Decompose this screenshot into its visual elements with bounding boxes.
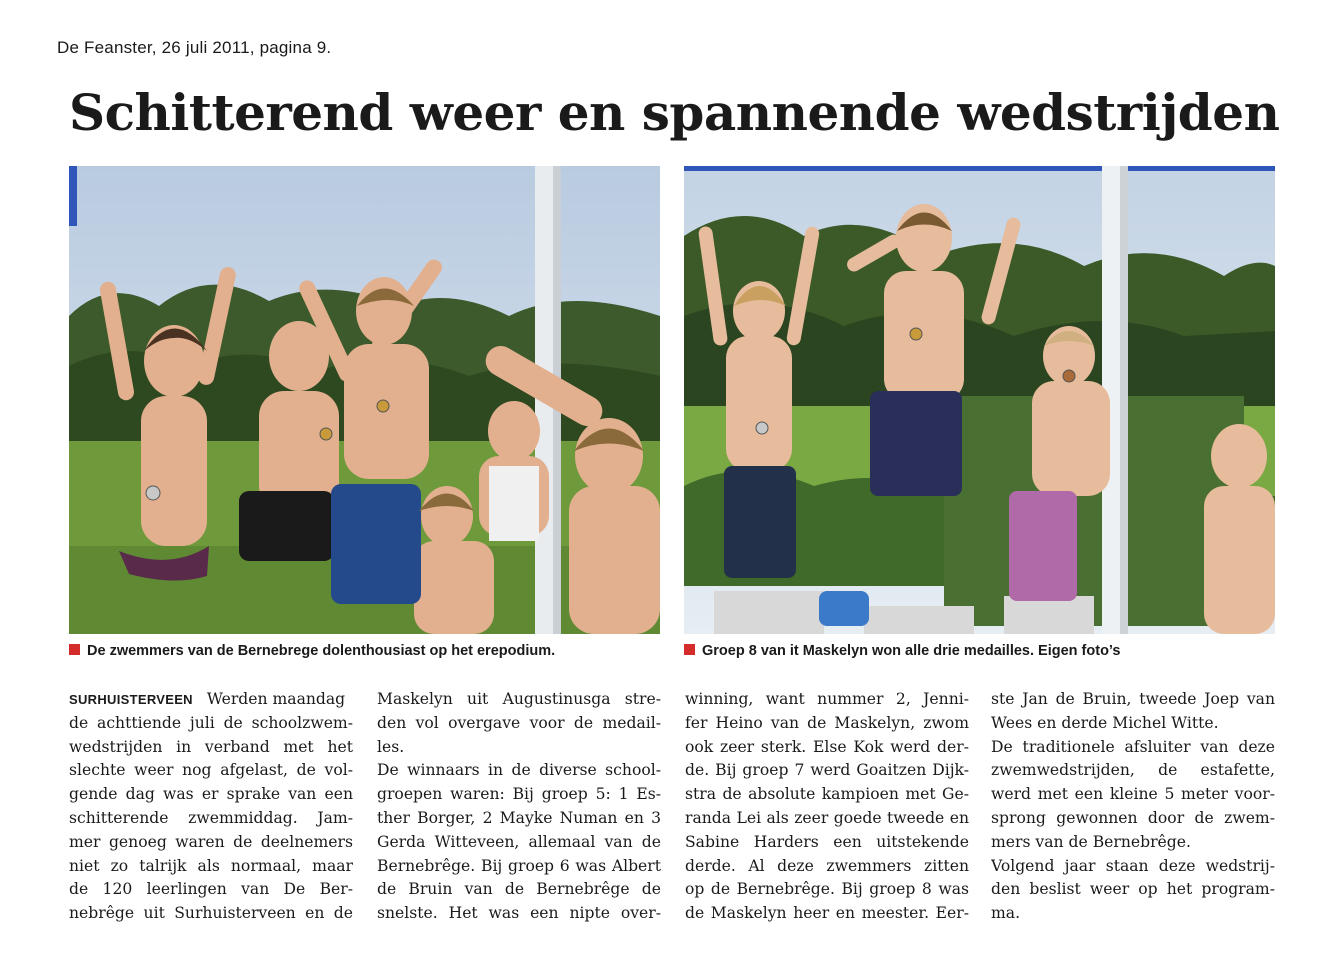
article-line: Volgend jaar staan deze wedstrij- [991, 856, 1275, 875]
article-line: den beslist weer op het program- [991, 880, 1275, 899]
source-line: De Feanster, 26 juli 2011, pagina 9. [57, 38, 332, 57]
article-line: ook zeer sterk. Else Kok werd der- [685, 737, 969, 756]
article-line: Sabine Harders een uitstekende [685, 832, 969, 851]
caption-text: Groep 8 van it Maskelyn won alle drie medailles. Eigen foto’s [702, 643, 1121, 659]
article-line: werd met een kleine 5 meter voor- [991, 785, 1275, 804]
article-column-3 [685, 688, 969, 926]
article-column-2 [377, 688, 661, 926]
headline: Schitterend weer en spannende wedstrijden [69, 83, 1280, 142]
article-line: niet zo talrijk als normaal, maar [69, 856, 353, 875]
article-line: wedstrijden in verband met het [69, 737, 353, 756]
photo-left [69, 166, 660, 634]
article-line: derde. Al deze zwemmers zitten [685, 856, 969, 875]
article-line: Maskelyn uit Augustinusga stre- [377, 690, 661, 708]
article-line: gende dag was er sprake van een [69, 785, 353, 804]
article-line: groepen waren: Bij groep 5: 1 Es- [377, 785, 661, 804]
caption-marker-icon [69, 644, 80, 655]
article-column-4 [991, 688, 1275, 926]
photo-right [684, 166, 1275, 634]
article-line: ma. [991, 904, 1021, 923]
photo-caption-right [684, 643, 1120, 659]
article-line: op de Bernebrêge. Bij groep 8 was [685, 880, 969, 899]
article-line: stra de absolute kampioen met Ge- [685, 785, 969, 804]
article-line: de 120 leerlingen van De Ber- [69, 880, 353, 899]
article-line: zwemwedstrijden, de estafette, [991, 761, 1275, 780]
article-line: De traditionele afsluiter van deze [991, 737, 1275, 756]
article-line: de Maskelyn heer en meester. Eer- [685, 904, 969, 923]
article-line: De winnaars in de diverse school- [377, 761, 661, 780]
article-line: schitterende zwemmiddag. Jam- [69, 808, 353, 827]
article-line: nebrêge uit Surhuisterveen en de [69, 904, 353, 923]
article-line: de. Bij groep 7 werd Goaitzen Dijk- [685, 761, 969, 780]
article-line: mer genoeg waren de deelnemers [69, 832, 353, 851]
article-line: mers van de Bernebrêge. [991, 832, 1191, 851]
article-line: snelste. Het was een nipte over- [377, 904, 661, 923]
article-line: Bernebrêge. Bij groep 6 was Albert [377, 856, 661, 875]
article-line: Wees en derde Michel Witte. [991, 713, 1219, 732]
article-line: sprong gewonnen door de zwem- [991, 808, 1275, 827]
article-column-1 [69, 688, 353, 926]
article-line: winning, want nummer 2, Jenni- [685, 690, 969, 708]
article-line: ste Jan de Bruin, tweede Joep van [991, 690, 1275, 708]
photo-left-image [69, 166, 660, 634]
article-line: fer Heino van de Maskelyn, zwom [685, 713, 969, 732]
caption-text: De zwemmers van de Bernebrege dolenthousiast op het erepodium. [87, 643, 556, 659]
article-line: SURHUISTERVEEN Werden maandag [69, 690, 346, 708]
article-line: slechte weer nog afgelast, de vol- [69, 761, 353, 780]
article-line: ther Borger, 2 Mayke Numan en 3 [377, 808, 661, 827]
article-line: den vol overgave voor de medail- [377, 713, 661, 732]
article-line: de Bruin van de Bernebrêge de [377, 880, 661, 899]
article-line: randa Lei als zeer goede tweede en [685, 808, 969, 827]
article-line: les. [377, 737, 405, 756]
photo-right-image [684, 166, 1275, 634]
photo-caption-left [69, 643, 555, 659]
article-line: Gerda Witteveen, allemaal van de [377, 832, 661, 851]
dateline: SURHUISTERVEEN [69, 692, 193, 707]
caption-marker-icon [684, 644, 695, 655]
article-line: de achttiende juli de schoolzwem- [69, 713, 353, 732]
